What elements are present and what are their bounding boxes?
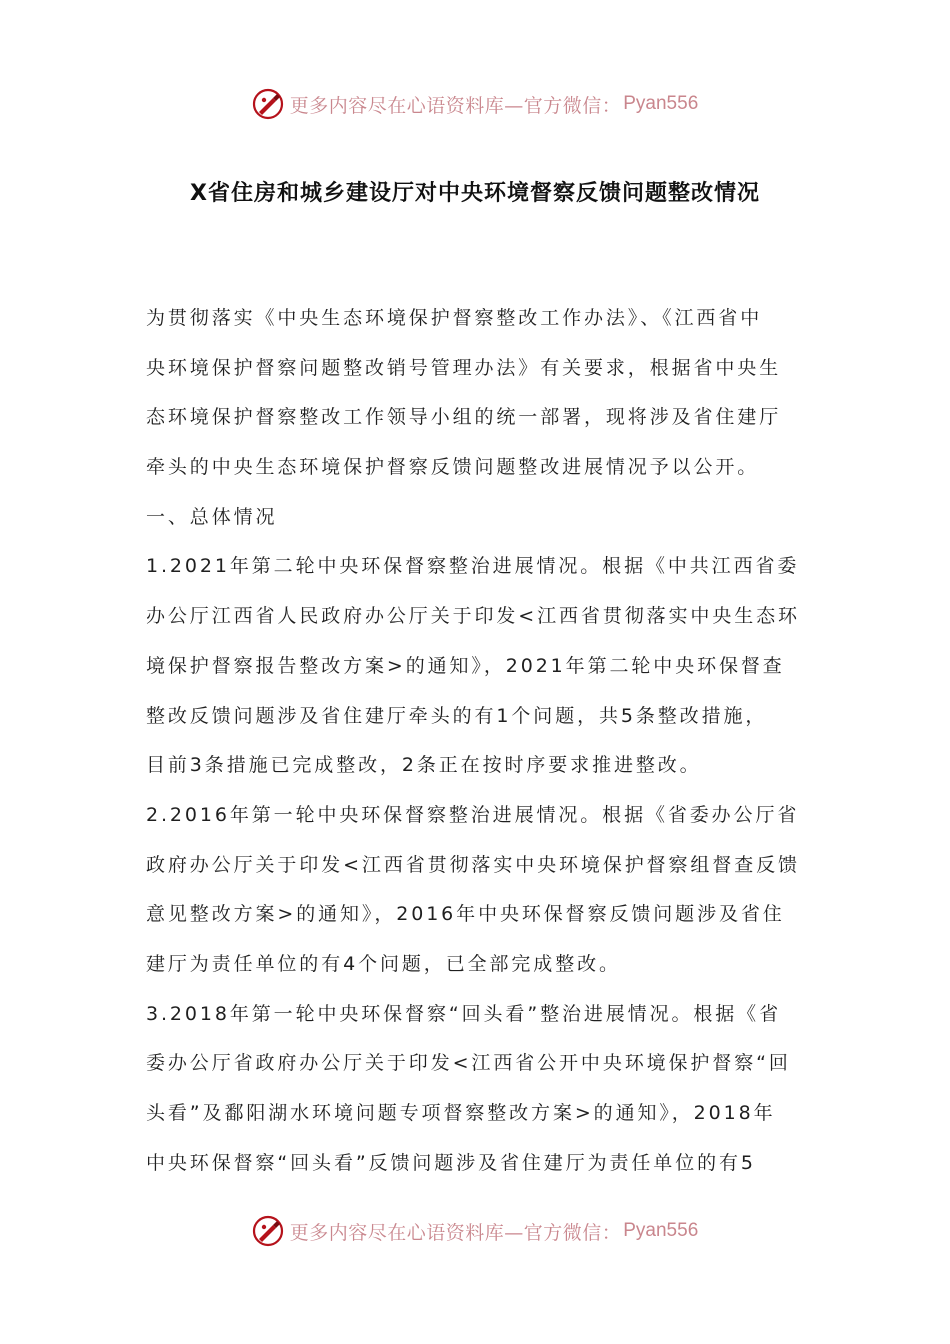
paragraph-line: 目前3条措施已完成整改，2条正在按时序要求推进整改。 <box>146 754 702 777</box>
watermark-text: 更多内容尽在心语资料库—官方微信： <box>289 94 622 117</box>
paragraph-line: 整改反馈问题涉及省住建厅牵头的有1个问题，共5条整改措施， <box>146 704 768 727</box>
paragraph-line: 3.2018年第一轮中央环保督察“回头看”整治进展情况。根据《省 <box>146 1002 781 1025</box>
document-title: X省住房和城乡建设厅对中央环境督察反馈问题整改情况 <box>190 181 760 206</box>
paragraph-line: 1.2021年第二轮中央环保督察整治进展情况。根据《中共江西省委 <box>146 555 800 578</box>
paragraph-line: 委办公厅省政府办公厅关于印发<江西省公开中央环境保护督察“回 <box>146 1052 791 1075</box>
paragraph-line: 2.2016年第一轮中央环保督察整治进展情况。根据《省委办公厅省 <box>146 803 800 826</box>
watermark-header <box>0 84 950 124</box>
watermark-footer <box>0 1211 950 1251</box>
paragraph-line: 政府办公厅关于印发<江西省贯彻落实中央环境保护督察组督查反馈 <box>146 853 800 876</box>
watermark-wechat-id: Pyan556 <box>623 93 699 114</box>
pen-logo-icon <box>252 88 284 120</box>
watermark-wechat-id: Pyan556 <box>623 1220 699 1241</box>
paragraph-line: 央环境保护督察问题整改销号管理办法》有关要求，根据省中央生 <box>146 356 782 379</box>
paragraph-line: 建厅为责任单位的有4个问题，已全部完成整改。 <box>146 952 621 975</box>
paragraph-line: 为贯彻落实《中央生态环境保护督察整改工作办法》、《江西省中 <box>146 307 763 329</box>
paragraph-line: 中央环保督察“回头看”反馈问题涉及省住建厅为责任单位的有5 <box>146 1151 756 1174</box>
paragraph-line: 境保护督察报告整改方案>的通知》，2021年第二轮中央环保督查 <box>146 654 785 677</box>
paragraph-line: 牵头的中央生态环境保护督察反馈问题整改进展情况予以公开。 <box>146 456 760 479</box>
pen-logo-icon <box>252 1215 284 1247</box>
document-body <box>146 294 806 1188</box>
watermark-text: 更多内容尽在心语资料库—官方微信： <box>289 1221 622 1244</box>
paragraph-line: 办公厅江西省人民政府办公厅关于印发<江西省贯彻落实中央生态环 <box>146 605 800 628</box>
paragraph-line: 态环境保护督察整改工作领导小组的统一部署，现将涉及省住建厅 <box>146 406 782 429</box>
paragraph-line: 意见整改方案>的通知》，2016年中央环保督察反馈问题涉及省住 <box>146 903 785 926</box>
paragraph-line: 头看”及鄱阳湖水环境问题专项督察整改方案>的通知》，2018年 <box>146 1102 776 1124</box>
section-heading: 一、总体情况 <box>146 505 278 528</box>
